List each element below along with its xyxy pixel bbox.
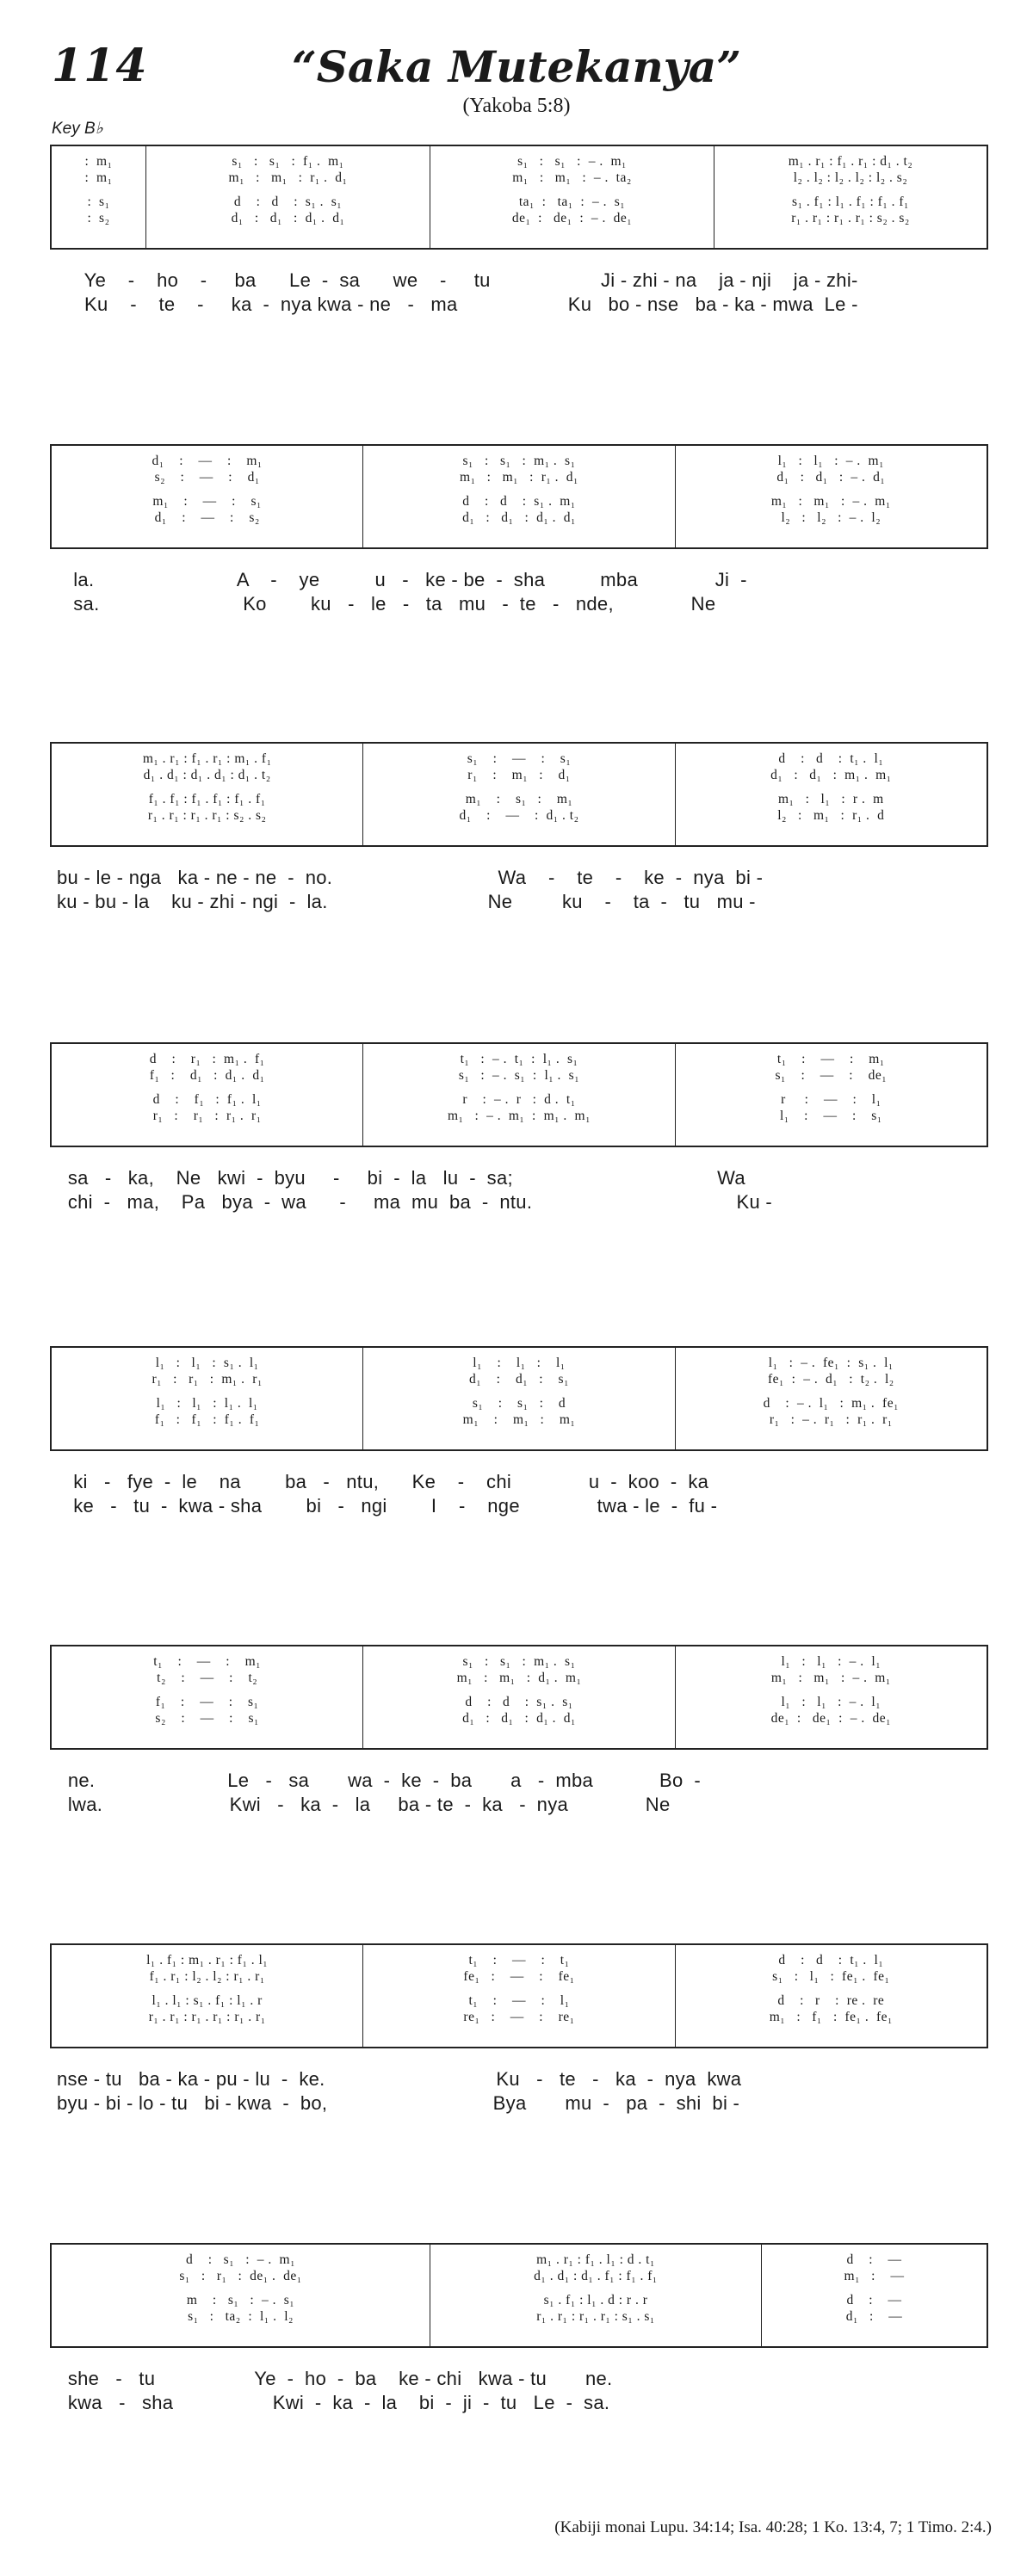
lyric-line: kwa - sha Kwi - ka - la bi - ji - tu Le - sa. xyxy=(57,2392,610,2413)
voice-line: s₁ : — : de₁ xyxy=(775,1068,888,1083)
lyrics xyxy=(50,1470,988,1518)
measure xyxy=(363,446,675,547)
voice-line: s₁ : ta₂ : l₁ . l₂ xyxy=(188,2309,294,2324)
voice-line: s₁ : r₁ : de₁ . de₁ xyxy=(179,2269,302,2283)
voice-line: f₁ . f₁ : f₁ . f₁ : f₁ . f₁ xyxy=(148,792,266,806)
voice-line: d : d : t₁ . l₁ xyxy=(778,751,884,766)
lyrics xyxy=(50,2367,988,2415)
voice-line: m₁ : m₁ : – . m₁ xyxy=(770,1671,891,1685)
lyric-line: Ku - te - ka - nya kwa - ne - ma Ku bo - nse ba - ka - mwa Le - xyxy=(57,293,858,315)
measure xyxy=(363,1646,675,1748)
voice-line: m₁ . r₁ : f₁ . l₁ : d . t₁ xyxy=(536,2252,655,2267)
voice-line: f₁ : d₁ : d₁ . d₁ xyxy=(149,1068,265,1083)
measure xyxy=(146,146,430,248)
measure xyxy=(714,146,987,248)
solfa-staff xyxy=(50,2243,988,2348)
voice-line: m₁ : f₁ : fe₁ . fe₁ xyxy=(769,2010,893,2024)
voice-line: d₁ : — xyxy=(845,2309,903,2324)
voice-line: l₂ : m₁ : r₁ . d xyxy=(777,808,885,823)
lyric-line: lwa. Kwi - ka - la ba - te - ka - nya Ne xyxy=(57,1794,671,1815)
voice-line: d : d : s₁ . s₁ xyxy=(233,195,343,209)
lyrics xyxy=(50,269,988,317)
voice-line: d : d : t₁ . l₁ xyxy=(778,1953,884,1968)
voice-line: t₁ : — : l₁ xyxy=(468,1993,570,2008)
voice-line: l₁ : l₁ : – . l₁ xyxy=(781,1654,881,1669)
lyric-line: ki - fye - le na ba - ntu, Ke - chi u - koo - ka xyxy=(57,1471,709,1492)
voice-line: d₁ : d₁ : d₁ . d₁ xyxy=(231,211,345,225)
lyrics xyxy=(50,568,988,616)
voice-line: de₁ : de₁ : – . de₁ xyxy=(511,211,633,225)
voice-line: s₁ : l₁ : fe₁ . fe₁ xyxy=(772,1969,890,1984)
voice-line: r : — : l₁ xyxy=(781,1092,881,1107)
voice-line: d : – . l₁ : m₁ . fe₁ xyxy=(763,1396,899,1411)
voice-line: l₁ . f₁ : m₁ . r₁ : f₁ . l₁ xyxy=(146,1953,269,1968)
voice-line: l₁ : — : s₁ xyxy=(779,1109,882,1123)
voice-line: r₁ : – . r₁ : r₁ . r₁ xyxy=(769,1412,893,1427)
measure xyxy=(676,744,987,845)
lyric-line: sa. Ko ku - le - ta mu - te - nde, Ne xyxy=(57,593,716,615)
voice-line: f₁ . r₁ : l₂ . l₂ : r₁ . r₁ xyxy=(149,1969,265,1984)
lyric-line: Ye - ho - ba Le - sa we - tu Ji - zhi - na ja - nji ja - zhi- xyxy=(57,269,858,291)
measure xyxy=(676,446,987,547)
voice-line: m : s₁ : – . s₁ xyxy=(186,2293,295,2307)
voice-line: d₁ . d₁ : d₁ . d₁ : d₁ . t₂ xyxy=(143,768,271,782)
measure xyxy=(52,1044,363,1146)
lyric-line: sa - ka, Ne kwi - byu - bi - la lu - sa; Wa xyxy=(57,1167,745,1189)
voice-line: d₁ : d₁ : d₁ . d₁ xyxy=(462,1711,576,1726)
footer-scripture-references: (Kabiji monai Lupu. 34:14; Isa. 40:28; 1 Ko. 13:4, 7; 1 Timo. 2:4.) xyxy=(554,2518,992,2536)
voice-line: s₁ . f₁ : l₁ . d : r . r xyxy=(543,2293,648,2307)
voice-line: m₁ : s₁ : m₁ xyxy=(465,792,573,806)
voice-line: d₁ : d₁ : d₁ . d₁ xyxy=(462,510,576,525)
measure xyxy=(363,744,675,845)
solfa-staff xyxy=(50,1346,988,1451)
voice-line: r₁ . r₁ : r₁ . r₁ : s₁ . s₁ xyxy=(536,2309,655,2324)
lyrics xyxy=(50,1769,988,1817)
voice-line: m₁ : — xyxy=(844,2269,905,2283)
measure xyxy=(430,146,714,248)
voice-line: s₁ . f₁ : l₁ . f₁ : f₁ . f₁ xyxy=(792,195,909,209)
voice-line: m₁ : m₁ : m₁ xyxy=(462,1412,576,1427)
voice-line: s₁ : — : s₁ xyxy=(467,751,572,766)
voice-line: t₁ : — : t₁ xyxy=(468,1953,570,1968)
solfa-staff xyxy=(50,1042,988,1147)
voice-line: : s₂ xyxy=(87,211,110,225)
voice-line: t₁ : — : m₁ xyxy=(776,1052,885,1066)
voice-line: l₂ . l₂ : l₂ . l₂ : l₂ . s₂ xyxy=(793,170,908,185)
music-system xyxy=(50,1042,988,1214)
measure xyxy=(363,1945,675,2047)
voice-line: : m₁ xyxy=(84,170,113,185)
voice-line: t₁ : – . t₁ : l₁ . s₁ xyxy=(460,1052,578,1066)
voice-line: s₁ : s₁ : m₁ . s₁ xyxy=(462,1654,576,1669)
measure xyxy=(52,744,363,845)
music-system xyxy=(50,1943,988,2116)
voice-line: m₁ : – . m₁ : m₁ . m₁ xyxy=(447,1109,591,1123)
voice-line: d₁ : — : d₁ . t₂ xyxy=(459,808,579,823)
voice-line: fe₁ : – . d₁ : t₂ . l₂ xyxy=(767,1372,894,1387)
measure xyxy=(52,2245,430,2346)
voice-line: d₁ : d₁ : – . d₁ xyxy=(776,470,886,485)
music-system xyxy=(50,1346,988,1518)
voice-line: m₁ : m₁ : r₁ . d₁ xyxy=(460,470,578,485)
voice-line: d : s₁ : – . m₁ xyxy=(185,2252,295,2267)
voice-line: r₁ . r₁ : r₁ . r₁ : r₁ . r₁ xyxy=(148,2010,266,2024)
voice-line: s₂ : — : d₁ xyxy=(154,470,260,485)
measure xyxy=(52,1945,363,2047)
measure xyxy=(363,1348,675,1449)
voice-line: d : f₁ : f₁ . l₁ xyxy=(152,1092,262,1107)
voice-line: d : d : s₁ . s₁ xyxy=(465,1695,573,1709)
hymn-title: “Saka Mutekanya” xyxy=(292,41,741,92)
voice-line: l₂ : l₂ : – . l₂ xyxy=(781,510,881,525)
voice-line: s₂ : — : s₁ xyxy=(155,1711,259,1726)
measure xyxy=(430,2245,762,2346)
voice-line: f₁ : — : s₁ xyxy=(155,1695,259,1709)
voice-line: s₁ : s₁ : m₁ . s₁ xyxy=(462,454,576,468)
music-system xyxy=(50,1645,988,1817)
measure xyxy=(52,1646,363,1748)
voice-line: t₁ : — : m₁ xyxy=(153,1654,262,1669)
voice-line: r : – . r : d . t₁ xyxy=(462,1092,576,1107)
solfa-staff xyxy=(50,444,988,549)
voice-line: m₁ : m₁ : – . m₁ xyxy=(770,494,891,509)
voice-line: m₁ . r₁ : f₁ . r₁ : m₁ . f₁ xyxy=(142,751,272,766)
voice-line: s₁ : s₁ : f₁ . m₁ xyxy=(232,154,344,169)
lyric-line: bu - le - nga ka - ne - ne - no. Wa - te - ke - nya bi - xyxy=(57,867,764,888)
solfa-staff xyxy=(50,1645,988,1750)
solfa-staff xyxy=(50,742,988,847)
key-signature: Key B♭ xyxy=(52,120,103,138)
solfa-staff xyxy=(50,1943,988,2048)
voice-line: d : — xyxy=(846,2252,902,2267)
lyric-line: ku - bu - la ku - zhi - ngi - la. Ne ku - ta - tu mu - xyxy=(57,891,756,912)
lyric-line: ke - tu - kwa - sha bi - ngi I - nge twa - le - fu - xyxy=(57,1495,718,1517)
lyric-line: nse - tu ba - ka - pu - lu - ke. Ku - te - ka - nya kwa xyxy=(57,2068,742,2090)
hymn-number: 114 xyxy=(52,40,148,92)
voice-line: t₂ : — : t₂ xyxy=(157,1671,258,1685)
voice-line: l₁ : l₁ : l₁ . l₁ xyxy=(156,1396,258,1411)
voice-line: : s₁ xyxy=(87,195,110,209)
voice-line: r₁ : m₁ : d₁ xyxy=(467,768,571,782)
lyric-line: byu - bi - lo - tu bi - kwa - bo, Bya mu - pa - shi bi - xyxy=(57,2092,740,2114)
lyric-line: la. A - ye u - ke - be - sha mba Ji - xyxy=(57,569,747,590)
lyric-line: ne. Le - sa wa - ke - ba a - mba Bo - xyxy=(57,1770,701,1791)
voice-line: d : r : re . re xyxy=(777,1993,885,2008)
music-system xyxy=(50,742,988,914)
lyric-line: she - tu Ye - ho - ba ke - chi kwa - tu ne. xyxy=(57,2368,613,2389)
voice-line: l₁ : l₁ : – . m₁ xyxy=(777,454,884,468)
measure xyxy=(676,1044,987,1146)
voice-line: m₁ . r₁ : f₁ . r₁ : d₁ . t₂ xyxy=(788,154,913,169)
voice-line: de₁ : de₁ : – . de₁ xyxy=(770,1711,891,1726)
voice-line: s₁ : – . s₁ : l₁ . s₁ xyxy=(458,1068,580,1083)
voice-line: d₁ : — : s₂ xyxy=(154,510,260,525)
voice-line: l₁ : l₁ : – . l₁ xyxy=(781,1695,881,1709)
voice-line: m₁ : — : s₁ xyxy=(152,494,262,509)
measure xyxy=(52,446,363,547)
music-system xyxy=(50,444,988,616)
voice-line: d₁ : — : m₁ xyxy=(152,454,263,468)
lyrics xyxy=(50,866,988,914)
voice-line: ta₁ : ta₁ : – . s₁ xyxy=(518,195,626,209)
voice-line: s₁ : s₁ : d xyxy=(472,1396,566,1411)
voice-line: m₁ : m₁ : d₁ . m₁ xyxy=(456,1671,582,1685)
voice-line: d₁ : d₁ : m₁ . m₁ xyxy=(770,768,892,782)
measure xyxy=(676,1945,987,2047)
voice-line: fe₁ : — : fe₁ xyxy=(463,1969,575,1984)
voice-line: s₁ : s₁ : – . m₁ xyxy=(517,154,627,169)
voice-line: : m₁ xyxy=(84,154,113,169)
measure xyxy=(676,1646,987,1748)
voice-line: l₁ : l₁ : s₁ . l₁ xyxy=(155,1356,259,1370)
voice-line: r₁ : r₁ : m₁ . r₁ xyxy=(152,1372,263,1387)
lyrics xyxy=(50,1166,988,1214)
voice-line: re₁ : — : re₁ xyxy=(463,2010,575,2024)
voice-line: m₁ : m₁ : – . ta₂ xyxy=(512,170,632,185)
measure xyxy=(676,1348,987,1449)
voice-line: l₁ : l₁ : l₁ xyxy=(473,1356,566,1370)
voice-line: l₁ . l₁ : s₁ . f₁ : l₁ . r xyxy=(152,1993,263,2008)
measure xyxy=(52,146,146,248)
voice-line: d : d : s₁ . m₁ xyxy=(462,494,576,509)
voice-line: m₁ : m₁ : r₁ . d₁ xyxy=(228,170,348,185)
voice-line: m₁ : l₁ : r . m xyxy=(778,792,884,806)
voice-line: r₁ : r₁ : r₁ . r₁ xyxy=(152,1109,262,1123)
measure xyxy=(52,1348,363,1449)
lyrics xyxy=(50,2067,988,2116)
measure xyxy=(363,1044,675,1146)
hymn-scripture-reference: (Yakoba 5:8) xyxy=(462,95,571,117)
voice-line: r₁ . r₁ : r₁ . r₁ : s₂ . s₂ xyxy=(147,808,267,823)
voice-line: r₁ . r₁ : r₁ . r₁ : s₂ . s₂ xyxy=(791,211,910,225)
voice-line: d : — xyxy=(846,2293,902,2307)
music-system xyxy=(50,145,988,317)
voice-line: l₁ : – . fe₁ : s₁ . l₁ xyxy=(768,1356,894,1370)
voice-line: d₁ : d₁ : s₁ xyxy=(469,1372,569,1387)
voice-line: d₁ . d₁ : d₁ . f₁ : f₁ . f₁ xyxy=(534,2269,658,2283)
voice-line: d : r₁ : m₁ . f₁ xyxy=(149,1052,265,1066)
solfa-staff xyxy=(50,145,988,250)
lyric-line: chi - ma, Pa bya - wa - ma mu ba - ntu. Ku - xyxy=(57,1191,773,1213)
music-system xyxy=(50,2243,988,2415)
voice-line: f₁ : f₁ : f₁ . f₁ xyxy=(154,1412,260,1427)
measure xyxy=(762,2245,987,2346)
